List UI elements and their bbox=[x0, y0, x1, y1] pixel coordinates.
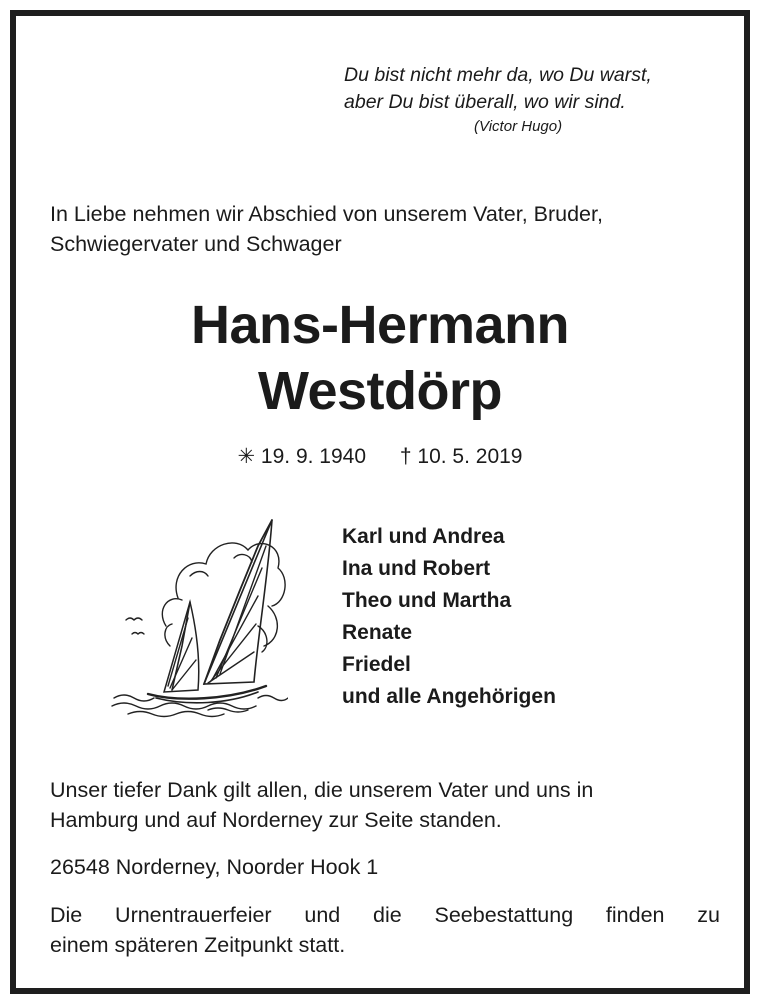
intro-text bbox=[50, 199, 730, 259]
family-member: Karl und Andrea bbox=[342, 525, 505, 548]
deceased-name bbox=[16, 292, 744, 424]
thanks-line-2: Hamburg und auf Norderney zur Seite standen. bbox=[50, 808, 502, 832]
sailboat-icon bbox=[108, 506, 288, 720]
family-member: Friedel bbox=[342, 653, 411, 676]
service-line-2: einem späteren Zeitpunkt statt. bbox=[50, 933, 346, 957]
family-member: Theo und Martha bbox=[342, 589, 512, 612]
family-member: und alle Angehörigen bbox=[342, 685, 556, 708]
deceased-last-name: Westdörp bbox=[257, 361, 502, 421]
quote-line-1: Du bist nicht mehr da, wo Du warst, bbox=[344, 64, 652, 86]
service-line-1: Die Urnentrauerfeier und die Seebestattung finden zu bbox=[50, 903, 720, 927]
quote-line-2: aber Du bist überall, wo wir sind. bbox=[344, 91, 626, 113]
quote-author: (Victor Hugo) bbox=[474, 118, 563, 135]
intro-line-1: In Liebe nehmen wir Abschied von unserem Vater, Bruder, bbox=[50, 202, 603, 226]
life-dates bbox=[16, 442, 744, 472]
birth-date: ✳ 19. 9. 1940 bbox=[237, 445, 367, 468]
quote-block bbox=[344, 62, 652, 138]
family-member: Ina und Robert bbox=[342, 557, 491, 580]
thanks-text bbox=[50, 775, 730, 835]
thanks-line-1: Unser tiefer Dank gilt allen, die unserem Vater und uns in bbox=[50, 778, 594, 802]
family-member: Renate bbox=[342, 621, 413, 644]
family-list bbox=[342, 521, 556, 713]
death-date: † 10. 5. 2019 bbox=[399, 445, 523, 468]
obituary-frame bbox=[10, 10, 750, 994]
intro-line-2: Schwiegervater und Schwager bbox=[50, 232, 342, 256]
address-text: 26548 Norderney, Noorder Hook 1 bbox=[50, 855, 379, 879]
service-notice bbox=[50, 900, 720, 960]
deceased-first-name: Hans-Hermann bbox=[190, 295, 570, 355]
